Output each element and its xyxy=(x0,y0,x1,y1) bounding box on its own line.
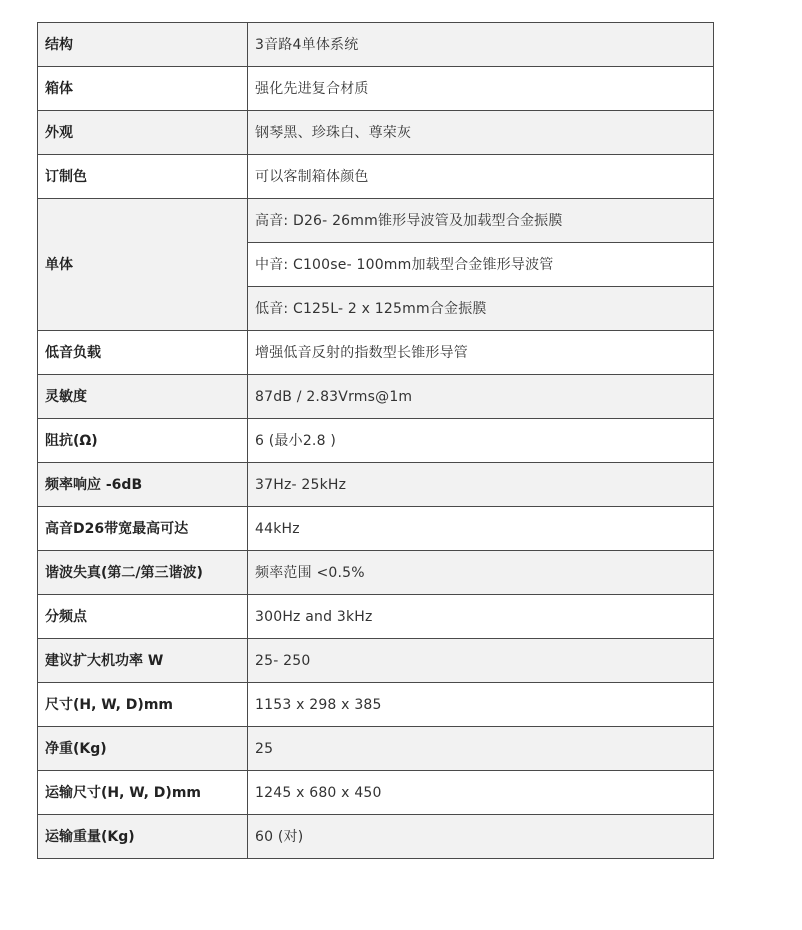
table-row xyxy=(38,507,714,551)
row-label: 订制色 xyxy=(38,155,248,199)
table-row xyxy=(38,771,714,815)
row-value: 6 (最小2.8 ) xyxy=(248,419,714,463)
row-label: 谐波失真(第二/第三谐波) xyxy=(38,551,248,595)
row-label: 频率响应 -6dB xyxy=(38,463,248,507)
row-label: 建议扩大机功率 W xyxy=(38,639,248,683)
row-label: 低音负载 xyxy=(38,331,248,375)
row-value: 60 (对) xyxy=(248,815,714,859)
row-label: 结构 xyxy=(38,23,248,67)
row-value: 25- 250 xyxy=(248,639,714,683)
table-row xyxy=(38,67,714,111)
table-row xyxy=(38,463,714,507)
row-label: 尺寸(H, W, D)mm xyxy=(38,683,248,727)
row-label: 外观 xyxy=(38,111,248,155)
table-row xyxy=(38,155,714,199)
row-label: 灵敏度 xyxy=(38,375,248,419)
row-value-midrange: 中音: C100se- 100mm加载型合金锥形导波管 xyxy=(248,243,714,287)
table-row xyxy=(38,375,714,419)
row-value: 强化先进复合材质 xyxy=(248,67,714,111)
table-row xyxy=(38,639,714,683)
row-value-woofer: 低音: C125L- 2 x 125mm合金振膜 xyxy=(248,287,714,331)
row-value: 可以客制箱体颜色 xyxy=(248,155,714,199)
spec-table xyxy=(37,22,714,859)
row-label: 运输尺寸(H, W, D)mm xyxy=(38,771,248,815)
row-label: 分频点 xyxy=(38,595,248,639)
row-value: 300Hz and 3kHz xyxy=(248,595,714,639)
row-value: 44kHz xyxy=(248,507,714,551)
row-label: 高音D26带宽最高可达 xyxy=(38,507,248,551)
row-value: 37Hz- 25kHz xyxy=(248,463,714,507)
row-value-tweeter: 高音: D26- 26mm锥形导波管及加载型合金振膜 xyxy=(248,199,714,243)
table-row xyxy=(38,815,714,859)
table-row xyxy=(38,199,714,243)
row-label-drivers: 单体 xyxy=(38,199,248,331)
row-value: 钢琴黑、珍珠白、尊荣灰 xyxy=(248,111,714,155)
table-row xyxy=(38,683,714,727)
table-row xyxy=(38,23,714,67)
row-value: 25 xyxy=(248,727,714,771)
row-value: 3音路4单体系统 xyxy=(248,23,714,67)
row-value: 1153 x 298 x 385 xyxy=(248,683,714,727)
table-row xyxy=(38,727,714,771)
table-row xyxy=(38,419,714,463)
row-value: 1245 x 680 x 450 xyxy=(248,771,714,815)
table-row xyxy=(38,111,714,155)
table-row xyxy=(38,595,714,639)
row-label: 阻抗(Ω) xyxy=(38,419,248,463)
row-value: 增强低音反射的指数型长锥形导管 xyxy=(248,331,714,375)
row-value: 87dB / 2.83Vrms@1m xyxy=(248,375,714,419)
row-label: 净重(Kg) xyxy=(38,727,248,771)
table-row xyxy=(38,331,714,375)
row-label: 运输重量(Kg) xyxy=(38,815,248,859)
row-value: 频率范围 <0.5% xyxy=(248,551,714,595)
row-label: 箱体 xyxy=(38,67,248,111)
table-row xyxy=(38,551,714,595)
